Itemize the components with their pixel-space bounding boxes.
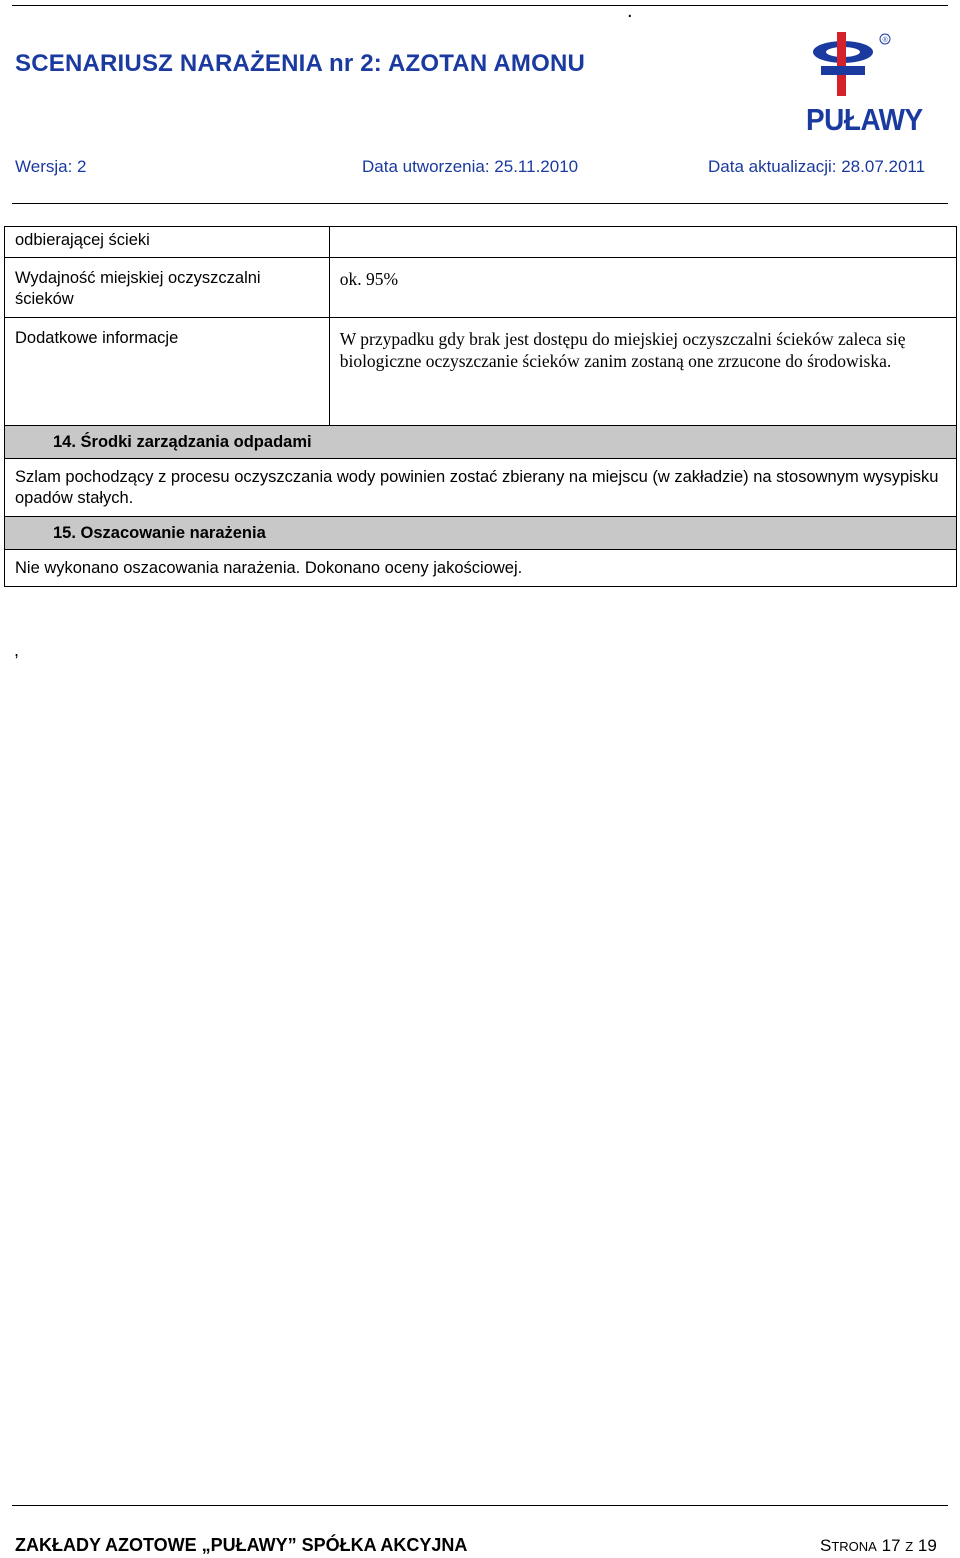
- section-15-body-row: [5, 550, 957, 587]
- section-14-body-row: [5, 459, 957, 517]
- header-dot: .: [627, 0, 633, 22]
- created-date: Data utworzenia: 25.11.2010: [362, 157, 579, 176]
- row-label: Dodatkowe informacje: [5, 318, 330, 426]
- section-15-heading-row: [5, 517, 957, 550]
- updated-date: Data aktualizacji: 28.07.2011: [708, 157, 926, 176]
- exposure-table: [4, 226, 957, 587]
- stray-comma: ,: [14, 640, 20, 660]
- table-row: [5, 227, 957, 258]
- section-14-body: Szlam pochodzący z procesu oczyszczania wody powinien zostać zbierany na miejscu (w zakładzie) na stosownym wysypisku opadów stałych.: [5, 459, 957, 517]
- section-15-body: Nie wykonano oszacowania narażenia. Dokonano oceny jakościowej.: [5, 550, 957, 587]
- table-row: [5, 258, 957, 318]
- row-value: W przypadku gdy brak jest dostępu do miejskiej oczyszczalni ścieków zaleca się biologiczne oczyszczanie ścieków zanim zostaną one zrzucone do środowiska.: [329, 318, 956, 426]
- version-label: Wersja: 2: [15, 157, 87, 176]
- footer-company: ZAKŁADY AZOTOWE „PUŁAWY” SPÓŁKA AKCYJNA: [15, 1535, 468, 1555]
- logo-wordmark: PUŁAWY: [806, 102, 923, 137]
- row-label: Wydajność miejskiej oczyszczalni ścieków: [5, 258, 330, 318]
- document-title: SCENARIUSZ NARAŻENIA nr 2: AZOTAN AMONU: [15, 50, 586, 77]
- section-14-heading-row: [5, 426, 957, 459]
- section-15-heading: 15. Oszacowanie narażenia: [53, 524, 266, 542]
- section-14-heading: 14. Środki zarządzania odpadami: [53, 433, 312, 451]
- table-row: [5, 318, 957, 426]
- header-rule: [12, 203, 948, 204]
- footer-page-number: STRONA 17 Z 19: [820, 1536, 937, 1555]
- footer-rule: [12, 1505, 948, 1506]
- top-rule: [12, 5, 948, 6]
- row-value: [329, 227, 956, 258]
- row-value: ok. 95%: [329, 258, 956, 318]
- row-label: odbierającej ścieki: [5, 227, 330, 258]
- svg-text:®: ®: [882, 37, 888, 44]
